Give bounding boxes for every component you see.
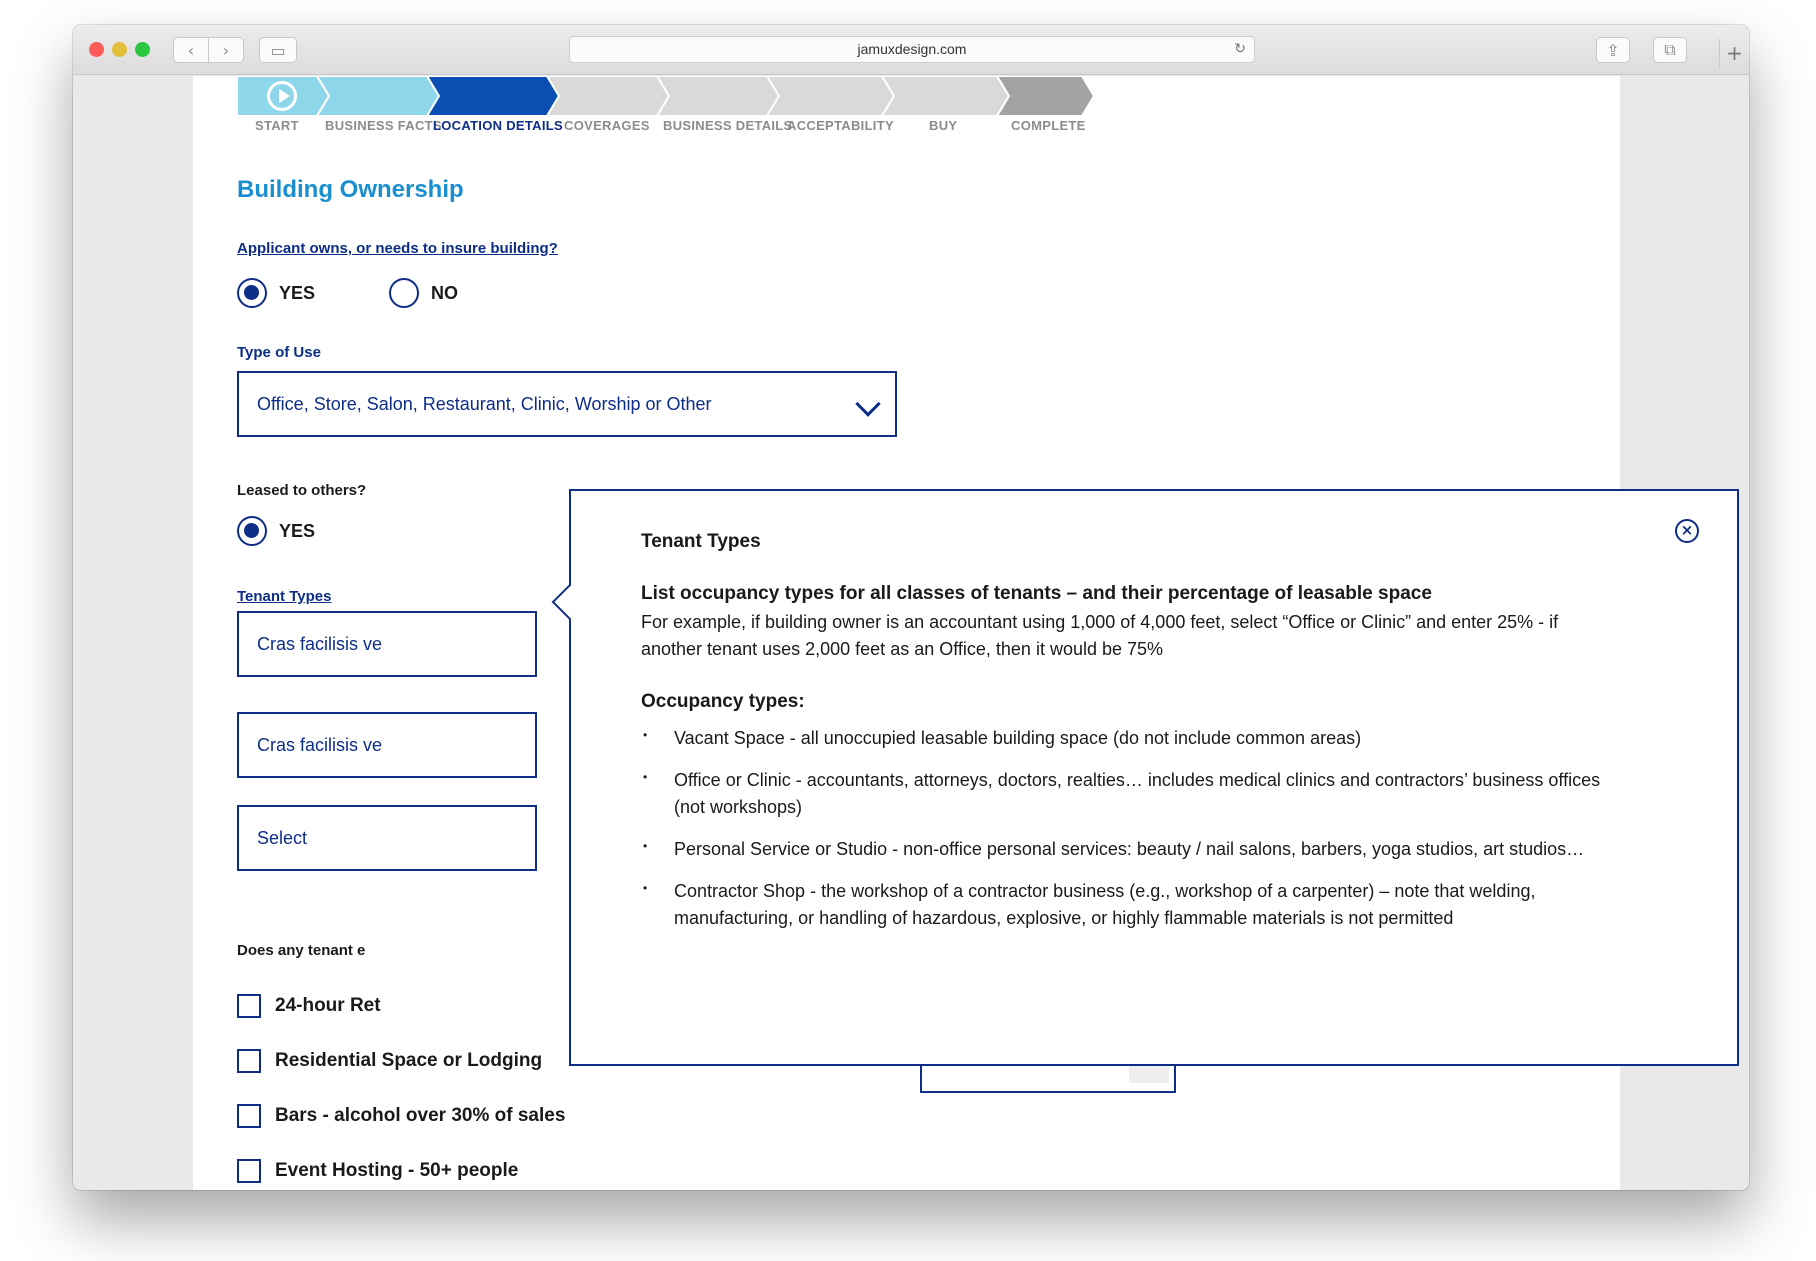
- modal-subheading: Occupancy types:: [641, 691, 805, 712]
- modal-title: Tenant Types: [641, 531, 761, 552]
- play-circle-icon: [267, 81, 297, 111]
- list-item-text: Contractor Shop - the workshop of a contractor business (e.g., workshop of a carpenter) – note that welding, manufacturing, or handling of hazardous, explosive, or highly flammable materials is not permitted: [674, 881, 1536, 928]
- step-segment-5: [657, 76, 779, 116]
- step-location-details[interactable]: LOCATION DETAILS: [433, 118, 563, 133]
- radio-selected-icon: [237, 278, 267, 308]
- step-segment-8: [997, 76, 1094, 116]
- tenant-type-field-1[interactable]: [237, 611, 537, 677]
- ownership-yes-radio[interactable]: [237, 278, 315, 308]
- list-item: [641, 767, 1601, 821]
- list-item-text: Vacant Space - all unoccupied leasable building space (do not include common areas): [674, 728, 1362, 748]
- browser-toolbar: [73, 25, 1749, 75]
- list-item: [641, 836, 1601, 863]
- step-segment-6: [767, 76, 894, 116]
- step-business-facts[interactable]: BUSINESS FACTS: [325, 118, 442, 133]
- url-text: jamuxdesign.com: [857, 41, 967, 57]
- modal-body: For example, if building owner is an accountant using 1,000 of 4,000 feet, select “Office or Clinic” and enter 25% - if another tenant uses 2,000 feet as an Office, then it would be 75%: [641, 612, 1559, 659]
- ownership-question-link[interactable]: Applicant owns, or needs to insure building?: [237, 240, 558, 257]
- radio-label: YES: [279, 282, 316, 303]
- field-value: Cras facilisis ve: [257, 734, 383, 755]
- bullet-icon: •: [643, 770, 648, 784]
- radio-label: YES: [279, 520, 316, 541]
- forward-arrow-icon[interactable]: ›: [208, 37, 244, 63]
- checkbox-label: Event Hosting - 50+ people: [275, 1160, 519, 1181]
- tenant-types-modal: [569, 489, 1739, 1066]
- checkbox-event-hosting[interactable]: [237, 1159, 518, 1183]
- close-icon[interactable]: ×: [1675, 519, 1699, 543]
- list-item: [641, 878, 1601, 932]
- radio-unselected-icon: [389, 278, 419, 308]
- address-bar[interactable]: [569, 36, 1255, 63]
- step-segment-7: [882, 76, 1009, 116]
- section-title: Building Ownership: [237, 176, 464, 203]
- radio-selected-icon: [237, 516, 267, 546]
- step-segment-3: [427, 76, 559, 116]
- close-window-button[interactable]: [89, 42, 104, 57]
- field-value: Cras facilisis ve: [257, 633, 383, 654]
- leased-yes-radio[interactable]: [237, 516, 315, 546]
- tab-overview-icon[interactable]: ⧉: [1653, 37, 1687, 63]
- step-buy[interactable]: BUY: [929, 118, 958, 133]
- type-of-use-select[interactable]: [237, 371, 897, 437]
- step-segment-2: [317, 76, 439, 116]
- occupancy-list: [641, 725, 1601, 932]
- list-item-text: Personal Service or Studio - non-office personal services: beauty / nail salons, barbers, yoga studios, art studios…: [674, 839, 1585, 859]
- field-value: Select: [257, 827, 308, 848]
- bullet-icon: •: [643, 728, 648, 742]
- stepper-bar: [237, 76, 1237, 116]
- list-item-text: Office or Clinic - accountants, attorneys, doctors, realties… includes medical clinics and contractors’ business offices (not workshops): [674, 770, 1601, 817]
- minimize-window-button[interactable]: [112, 42, 127, 57]
- leased-question: Leased to others?: [237, 482, 367, 499]
- share-icon[interactable]: ⇪: [1596, 37, 1630, 63]
- checkbox-label: Bars - alcohol over 30% of sales: [275, 1105, 566, 1126]
- checkbox-icon: [237, 1159, 261, 1183]
- step-complete[interactable]: COMPLETE: [1011, 118, 1086, 133]
- page-viewport: [73, 76, 1749, 1190]
- reload-icon[interactable]: ↻: [1234, 41, 1246, 57]
- checkered-flag-icon: ⚑: [1142, 80, 1166, 110]
- chevron-down-icon: [855, 391, 880, 416]
- checkbox-label: Residential Space or Lodging: [275, 1050, 543, 1071]
- ownership-no-radio[interactable]: [389, 278, 458, 308]
- type-of-use-value: Office, Store, Salon, Restaurant, Clinic, Worship or Other: [257, 393, 712, 414]
- checkbox-icon: [237, 1049, 261, 1073]
- zoom-window-button[interactable]: [135, 42, 150, 57]
- step-acceptability[interactable]: ACCEPTABILITY: [787, 118, 894, 133]
- bullet-icon: •: [643, 881, 648, 895]
- modal-heading: List occupancy types for all classes of tenants – and their percentage of leasable space: [641, 583, 1432, 604]
- list-item: [641, 725, 1601, 752]
- browser-window: [73, 25, 1749, 1190]
- type-of-use-label: Type of Use: [237, 344, 321, 361]
- step-segment-4: [547, 76, 669, 116]
- step-coverages[interactable]: COVERAGES: [564, 118, 650, 133]
- step-start[interactable]: START: [255, 118, 299, 133]
- bullet-icon: •: [643, 839, 648, 853]
- tenant-type-field-2[interactable]: [237, 712, 537, 778]
- tenant-types-link[interactable]: Tenant Types: [237, 588, 332, 605]
- checkbox-24-hour[interactable]: [237, 994, 381, 1018]
- tenant-type-select[interactable]: [237, 805, 537, 871]
- modal-pointer: [552, 584, 589, 621]
- checkbox-label: 24-hour Ret: [275, 995, 381, 1016]
- step-business-details[interactable]: BUSINESS DETAILS: [663, 118, 793, 133]
- checkbox-icon: [237, 1104, 261, 1128]
- page-content: [193, 76, 1694, 1190]
- sidebar-toggle-icon[interactable]: ▭: [259, 37, 297, 63]
- radio-label: NO: [431, 282, 458, 303]
- checkbox-icon: [237, 994, 261, 1018]
- checkbox-residential[interactable]: [237, 1049, 542, 1073]
- back-arrow-icon[interactable]: ‹: [173, 37, 209, 63]
- tenant-question: Does any tenant e: [237, 942, 366, 959]
- new-tab-icon[interactable]: +: [1719, 39, 1749, 69]
- checkbox-bars[interactable]: [237, 1104, 565, 1128]
